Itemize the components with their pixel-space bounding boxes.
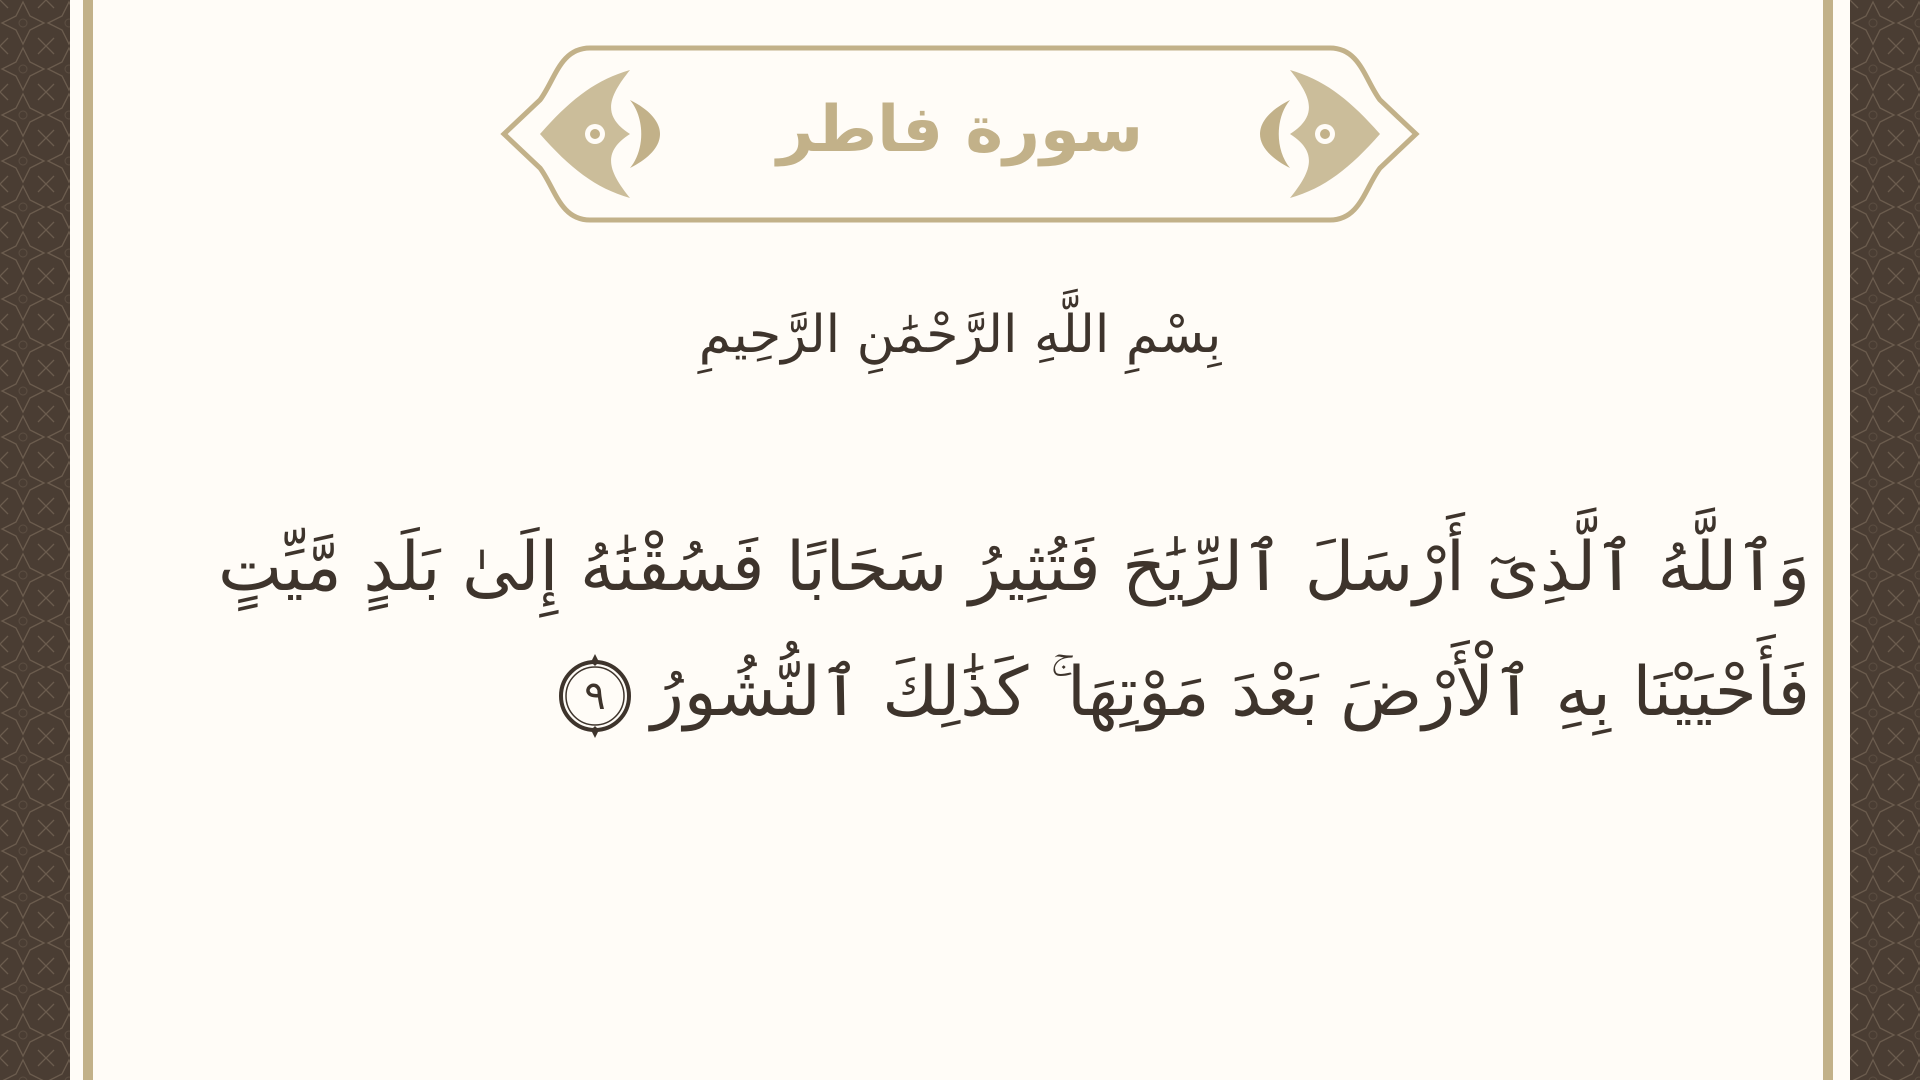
right-gold-rule	[1823, 0, 1833, 1080]
surah-title-frame	[500, 40, 1420, 230]
ayah-end-marker	[553, 654, 637, 738]
verse-line-2	[420, 630, 1810, 755]
verse-line-1: وَٱللَّهُ ٱلَّذِىٓ أَرْسَلَ ٱلرِّيَٰحَ فَتُثِيرُ سَحَابًا فَسُقْنَٰهُ إِلَىٰ بَلَدٍ مَّيِّتٍ	[218, 528, 1810, 607]
left-ornamental-border	[0, 0, 70, 1080]
ayah-number: ٩	[584, 673, 606, 720]
surah-title: سورة فاطر	[777, 93, 1143, 167]
verse-text	[218, 505, 1810, 755]
left-gold-rule	[83, 0, 93, 1080]
basmala: بِسْمِ اللَّهِ الرَّحْمَٰنِ الرَّحِيمِ	[698, 305, 1222, 365]
right-ornamental-border	[1850, 0, 1920, 1080]
verse-line-2-text: فَأَحْيَيْنَا بِهِ ٱلْأَرْضَ بَعْدَ مَوْتِهَا ۚ كَذَٰلِكَ ٱلنُّشُورُ	[650, 653, 1810, 732]
